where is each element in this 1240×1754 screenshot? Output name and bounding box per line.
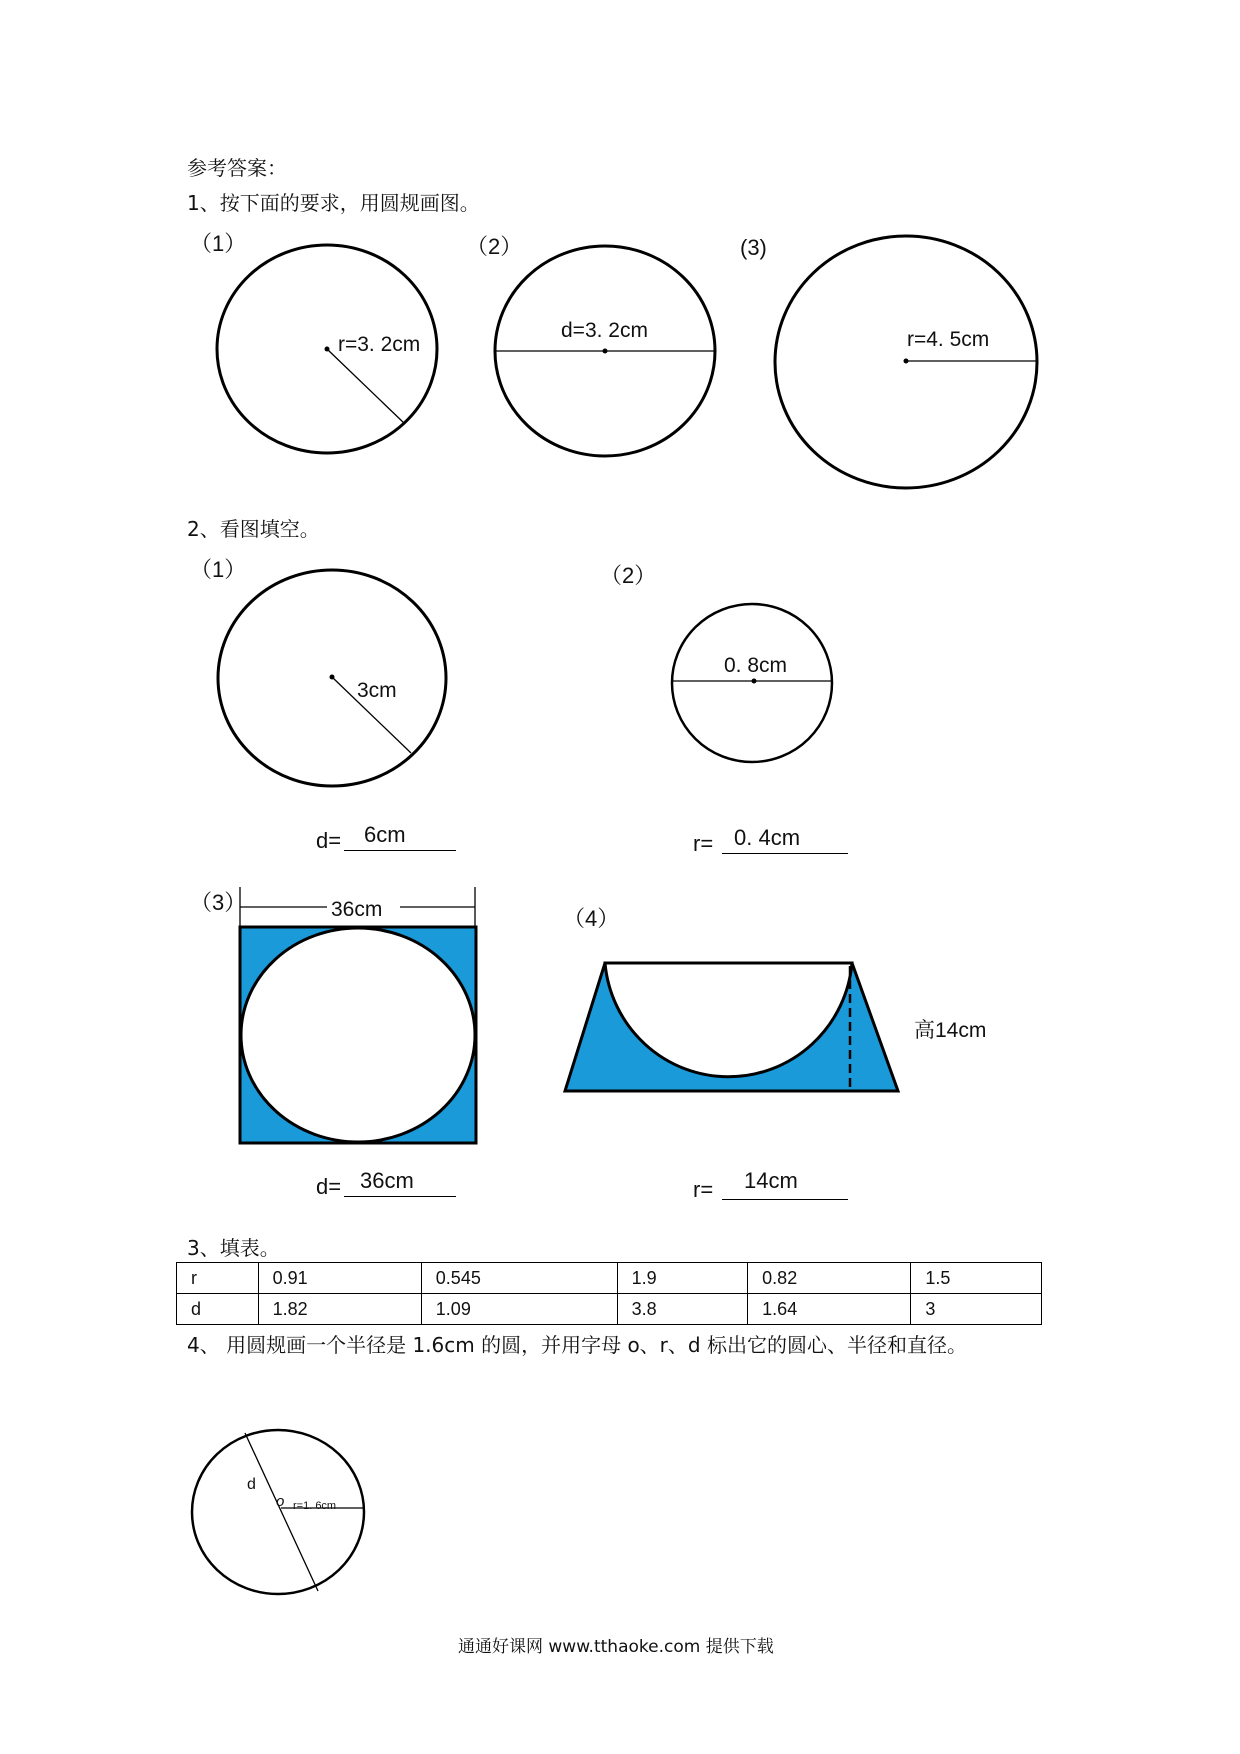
table-cell: 1.9: [617, 1263, 748, 1294]
q4-radius-label: r=1. 6cm: [293, 1500, 337, 1512]
table-row: [177, 1294, 1042, 1325]
table-cell: 0.545: [421, 1263, 617, 1294]
q1-circle-2: [495, 246, 715, 456]
q2-answer1-prefix: d=: [316, 828, 342, 853]
q3-table: [176, 1262, 1042, 1325]
q3-title: 3、填表。: [187, 1236, 280, 1260]
table-cell: 0.82: [748, 1263, 911, 1294]
q2-answer4-value: 14cm: [744, 1168, 798, 1193]
q2-title: 2、看图填空。: [187, 517, 320, 541]
q2-answer3-line: [344, 1196, 456, 1197]
q2-item2-num: （2）: [600, 563, 657, 588]
table-cell: 3: [911, 1294, 1042, 1325]
q2-item4-num: （4）: [563, 906, 620, 931]
q2-answer2-line: [722, 853, 848, 854]
answer-heading: 参考答案：: [187, 156, 287, 180]
q1-diameter-label: d=3. 2cm: [561, 319, 648, 342]
table-cell: d: [177, 1294, 259, 1325]
q2-answer2-prefix: r=: [693, 831, 714, 856]
q2-item1-num: （1）: [190, 557, 247, 582]
page-footer: 通通好课网 www.tthaoke.com 提供下载: [458, 1637, 774, 1657]
q2-answer4-prefix: r=: [693, 1177, 714, 1202]
table-cell: r: [177, 1263, 259, 1294]
q1-title: 1、按下面的要求，用圆规画图。: [187, 191, 480, 215]
q2-answer1-value: 6cm: [364, 822, 406, 847]
q4-diameter-letter: d: [247, 1476, 256, 1493]
q2-square-figure: [240, 887, 476, 1143]
q2-diameter-label: 0. 8cm: [724, 654, 788, 677]
q1-circle-1: [217, 245, 437, 453]
q1-circle-3: [775, 236, 1037, 488]
table-row: [177, 1263, 1042, 1294]
q2-circle-2: [672, 604, 832, 762]
q2-answer3-prefix: d=: [316, 1174, 342, 1199]
q2-answer2-value: 0. 4cm: [734, 825, 801, 850]
q2-height-label: 高14cm: [914, 1019, 987, 1042]
q2-item3-num: （3）: [190, 890, 247, 915]
q2-answer3-value: 36cm: [360, 1168, 414, 1193]
table-cell: 1.09: [421, 1294, 617, 1325]
q4-center-letter: o: [276, 1493, 285, 1510]
table-cell: 3.8: [617, 1294, 748, 1325]
q2-square-side-label: 36cm: [331, 898, 383, 921]
q2-answer4-line: [722, 1199, 848, 1200]
q4-title: 4、 用圆规画一个半径是 1.6cm 的圆，并用字母 o、r、d 标出它的圆心、半径和直径。: [187, 1333, 967, 1357]
q2-trapezoid-figure: [565, 963, 986, 1091]
q2-radius-label: 3cm: [357, 679, 397, 702]
table-cell: 1.5: [911, 1263, 1042, 1294]
table-cell: 0.91: [258, 1263, 421, 1294]
q1-radius-label-3: r=4. 5cm: [907, 328, 990, 351]
table-cell: 1.82: [258, 1294, 421, 1325]
q4-circle: [192, 1430, 364, 1594]
q1-radius-label: r=3. 2cm: [338, 333, 421, 356]
q1-item2-num: （2）: [466, 234, 523, 259]
q1-item1-num: （1）: [190, 231, 247, 256]
q1-item3-num: (3): [740, 235, 767, 260]
table-cell: 1.64: [748, 1294, 911, 1325]
q2-answer1-line: [344, 850, 456, 851]
q2-circle-1: [218, 570, 446, 786]
